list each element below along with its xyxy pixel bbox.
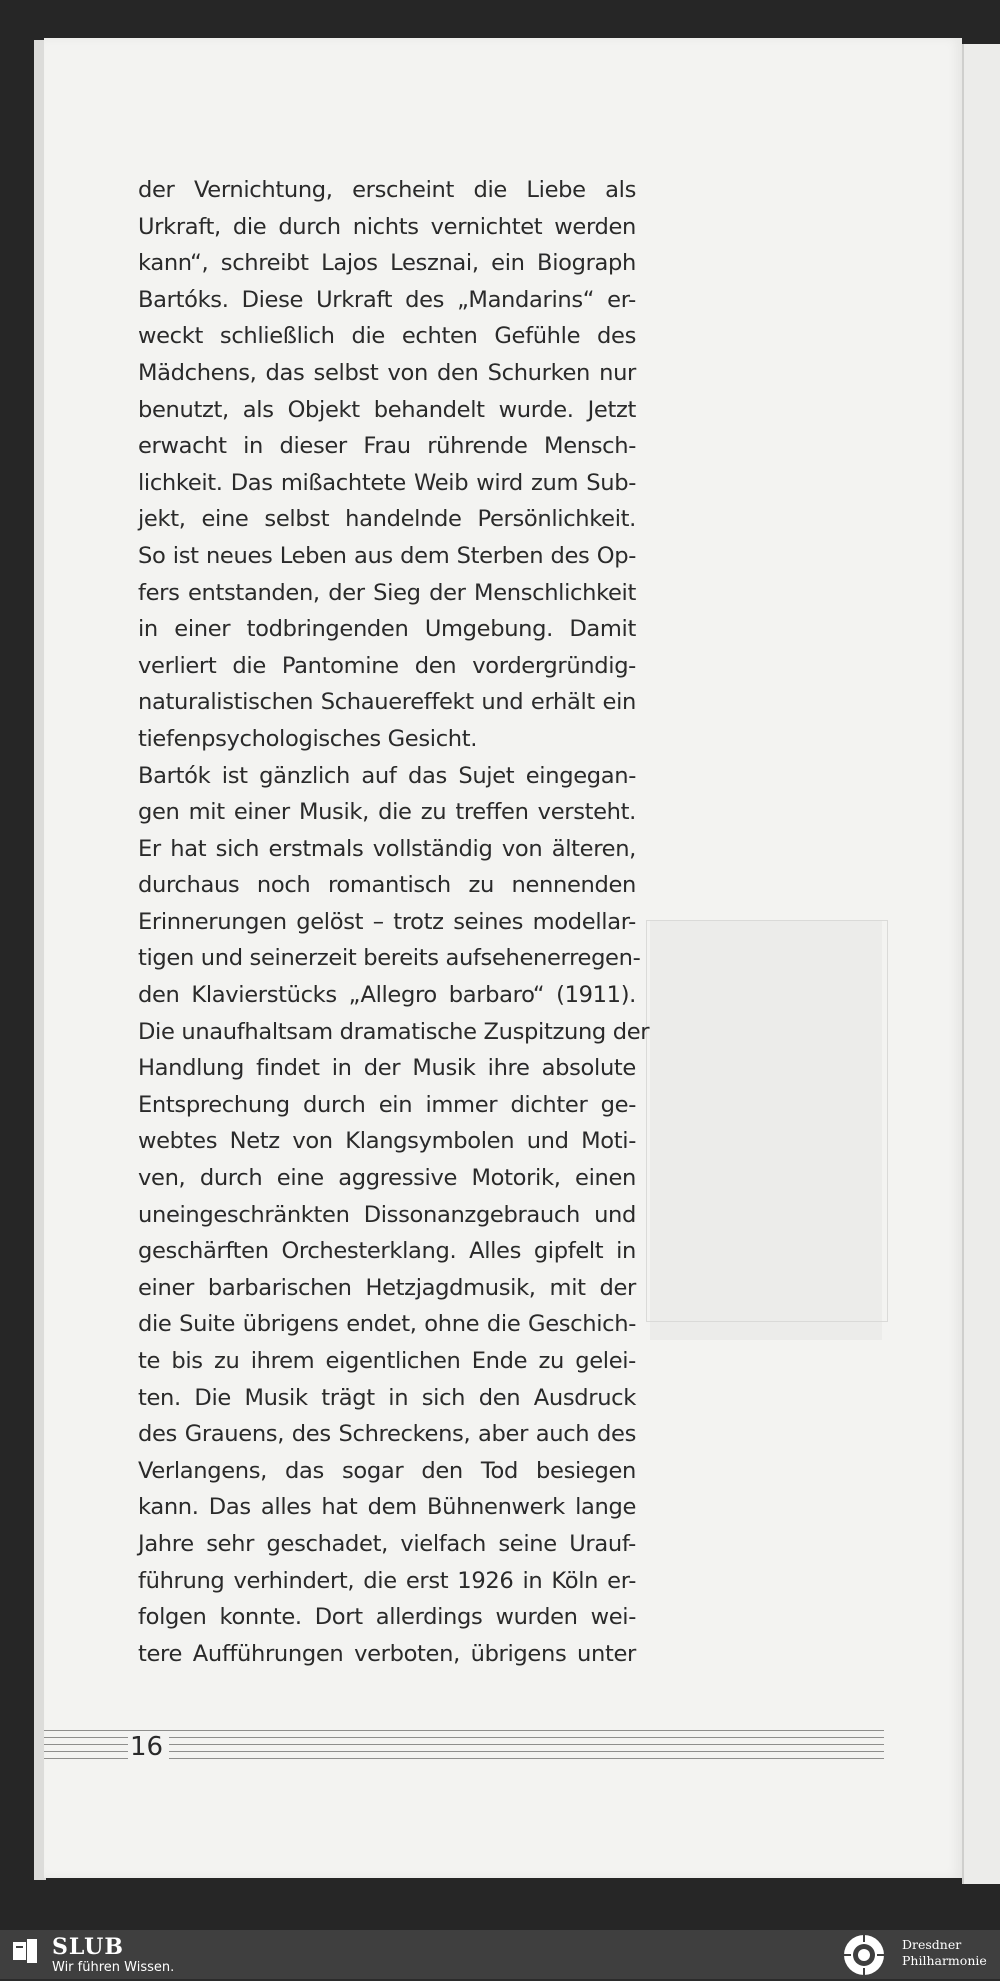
partner-name: [902, 1937, 987, 1969]
partner-name-line2: Philharmonie: [902, 1953, 987, 1968]
page-number: 16: [128, 1732, 169, 1762]
partner-name-line1: Dresdner: [902, 1937, 962, 1952]
text-line: fers entstanden, der Sieg der Menschlichkeit: [138, 579, 636, 606]
text-line: einer barbarischen Hetzjagdmusik, mit der: [138, 1274, 636, 1301]
text-line: uneingeschränkten Dissonanzgebrauch und: [138, 1201, 636, 1228]
text-line: ven, durch eine aggressive Motorik, einen: [138, 1165, 636, 1192]
text-line: ten. Die Musik trägt in sich den Ausdruck: [138, 1384, 636, 1411]
text-line: benutzt, als Objekt behandelt wurde. Jetzt: [138, 396, 636, 423]
text-line: lichkeit. Das mißachtete Weib wird zum Sub-: [138, 469, 636, 496]
adjacent-page-edge: [962, 44, 1000, 1884]
text-line: kann“, schreibt Lajos Lesznai, ein Biograph: [138, 250, 636, 277]
text-line: So ist neues Leben aus dem Sterben des Op-: [138, 542, 636, 569]
text-line: tiefenpsychologisches Gesicht.: [138, 725, 478, 752]
text-line: weckt schließlich die echten Gefühle des: [138, 323, 636, 350]
text-line: die Suite übrigens endet, ohne die Geschich-: [138, 1311, 636, 1338]
text-line: Er hat sich erstmals vollständig von älteren,: [138, 835, 636, 862]
text-line: folgen konnte. Dort allerdings wurden wei-: [138, 1604, 636, 1631]
text-line: Verlangens, das sogar den Tod besiegen: [138, 1457, 636, 1484]
text-line: Bartóks. Diese Urkraft des „Mandarins“ er-: [138, 286, 636, 313]
text-line: Entsprechung durch ein immer dichter ge-: [138, 1091, 636, 1118]
text-line: geschärften Orchesterklang. Alles gipfelt in: [138, 1238, 636, 1265]
text-line: Jahre sehr geschadet, vielfach seine Urauf-: [138, 1530, 636, 1557]
text-line: Mädchens, das selbst von den Schurken nur: [138, 359, 636, 386]
text-line: führung verhindert, die erst 1926 in Köln er-: [138, 1567, 636, 1594]
text-line: des Grauens, des Schreckens, aber auch des: [138, 1421, 636, 1448]
text-line: der Vernichtung, erscheint die Liebe als: [138, 177, 636, 203]
slub-logo-icon[interactable]: [12, 1938, 38, 1964]
text-line: kann. Das alles hat dem Bühnenwerk lange: [138, 1494, 636, 1521]
text-line: verliert die Pantomine den vordergründig-: [138, 652, 636, 679]
text-line: tigen und seinerzeit bereits aufsehenerregen-: [138, 945, 641, 972]
text-line: tere Aufführungen verboten, übrigens unter: [138, 1640, 636, 1667]
body-text: [138, 172, 650, 1672]
text-line: te bis zu ihrem eigentlichen Ende zu gelei-: [138, 1348, 636, 1374]
text-line: Bartók ist gänzlich auf das Sujet eingegan-: [138, 762, 636, 789]
text-line: webtes Netz von Klangsymbolen und Moti-: [138, 1128, 636, 1155]
text-line: erwacht in dieser Frau rührende Mensch-: [138, 433, 636, 460]
decorative-staff-lines: [44, 1730, 884, 1770]
text-line: jekt, eine selbst handelnde Persönlichkeit.: [138, 506, 636, 533]
text-line: den Klavierstücks „Allegro barbaro“ (1911).: [138, 982, 636, 1009]
text-line: durchaus noch romantisch zu nennenden: [138, 872, 636, 899]
dresdner-philharmonie-logo-icon[interactable]: [842, 1933, 886, 1977]
library-name[interactable]: SLUB: [52, 1934, 124, 1960]
text-line: naturalistischen Schauereffekt und erhält ein: [138, 689, 636, 716]
viewer-footer-bar: [0, 1930, 1000, 1979]
library-tagline: Wir führen Wissen.: [52, 1960, 175, 1975]
text-line: gen mit einer Musik, die zu treffen versteht.: [138, 799, 636, 826]
show-through-frame: [646, 920, 888, 1322]
text-line: Urkraft, die durch nichts vernichtet werden: [138, 213, 636, 240]
text-line: Die unaufhaltsam dramatische Zuspitzung der: [138, 1018, 650, 1045]
text-line: Handlung findet in der Musik ihre absolute: [138, 1055, 636, 1082]
text-line: in einer todbringenden Umgebung. Damit: [138, 616, 636, 643]
text-line: Erinnerungen gelöst – trotz seines modellar-: [138, 908, 636, 935]
